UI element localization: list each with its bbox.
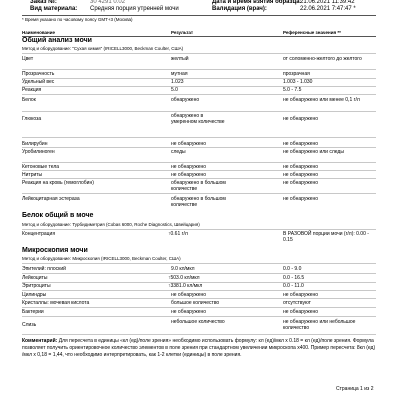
row-divider bbox=[22, 178, 376, 179]
validated-label: Валидация (врач): bbox=[212, 6, 267, 12]
test-result: не обнаружено bbox=[171, 309, 207, 315]
up-arrow-icon: ↑ bbox=[168, 231, 171, 237]
timezone-note: * Время указано по часовому поясу GMT+3 (Москва) bbox=[22, 17, 133, 22]
test-reference: отсутствуют bbox=[283, 300, 311, 306]
test-name: Цвет bbox=[22, 56, 34, 62]
up-arrow-icon: ↑ bbox=[168, 283, 171, 289]
test-name: Концентрация bbox=[22, 231, 56, 237]
test-name: Кетоновые тела bbox=[22, 164, 60, 170]
header-divider bbox=[22, 15, 376, 16]
row-divider bbox=[22, 273, 376, 274]
method-microscopy: Метод и оборудование: Микроскопия (IRICELL3000, Beckman Coulter, США) bbox=[22, 256, 181, 261]
test-result: желтый bbox=[171, 56, 189, 62]
test-result: не обнаружено bbox=[171, 292, 207, 298]
test-reference: 0.0 - 16.5 bbox=[283, 275, 305, 281]
row-divider bbox=[22, 147, 376, 148]
test-reference: не обнаружено bbox=[283, 164, 319, 170]
column-result: Результат bbox=[171, 30, 194, 35]
table-row bbox=[22, 319, 376, 333]
test-name: Эритроциты bbox=[22, 283, 51, 289]
test-result: обнаружено в большом количестве bbox=[171, 180, 226, 192]
row-divider bbox=[22, 111, 376, 112]
section-title-microscopy: Микроскопия мочи bbox=[22, 247, 88, 254]
table-row bbox=[22, 180, 376, 193]
row-divider bbox=[22, 162, 376, 163]
test-result: следы bbox=[171, 149, 186, 155]
row-divider bbox=[22, 170, 376, 171]
test-result: не обнаружено bbox=[171, 141, 207, 147]
material-value: Средняя порция утренней мочи bbox=[90, 6, 179, 12]
test-name: Кристаллы: мочевая кислота bbox=[22, 300, 90, 306]
test-reference: от соломенно-желтого до желтого bbox=[283, 56, 362, 62]
up-arrow-icon: ↑ bbox=[168, 275, 171, 281]
comment-label: Комментарий: bbox=[22, 338, 58, 344]
test-reference: не обнаружено bbox=[283, 172, 319, 178]
test-name: Билирубин bbox=[22, 141, 48, 147]
test-result: обнаружено bbox=[171, 97, 200, 103]
test-reference: 0.0 - 9.0 bbox=[283, 266, 302, 272]
test-result: 9.0 кл/мкл bbox=[171, 266, 195, 272]
test-result: 5.0 bbox=[171, 87, 178, 93]
test-result bbox=[168, 275, 200, 281]
test-name: Белок bbox=[22, 97, 36, 103]
test-result: большое количество bbox=[171, 300, 220, 306]
test-reference: не обнаружено bbox=[283, 180, 319, 186]
section-title-urine-general: Общий анализ мочи bbox=[22, 37, 92, 44]
test-name: Слизь bbox=[22, 322, 37, 328]
test-name: Прозрачность bbox=[22, 71, 55, 77]
test-name: Эпителий: плоский bbox=[22, 266, 66, 272]
test-name: Бактерии bbox=[22, 309, 44, 315]
page-number: Страница 1 из 2 bbox=[336, 386, 374, 392]
test-result: небольшое количество bbox=[171, 319, 225, 325]
test-result: не обнаружено bbox=[171, 164, 207, 170]
collected-value: 21.06.2021 11:39:42 bbox=[300, 0, 355, 5]
row-divider bbox=[22, 53, 376, 54]
test-reference: не обнаружено bbox=[283, 116, 319, 122]
section-title-protein: Белок общий в моче bbox=[22, 212, 94, 219]
test-reference: 0.0 - 11.0 bbox=[283, 283, 304, 289]
row-divider bbox=[22, 290, 376, 291]
material-label: Вид материала: bbox=[30, 6, 78, 12]
test-name: Нитриты bbox=[22, 172, 43, 178]
table-row bbox=[22, 113, 376, 135]
table-row bbox=[22, 231, 376, 244]
row-divider bbox=[22, 78, 376, 79]
row-divider bbox=[22, 193, 376, 194]
test-reference: не обнаружено или менее 0,1 г/л bbox=[283, 97, 360, 103]
test-name: Глюкоза bbox=[22, 116, 42, 122]
row-divider bbox=[22, 316, 376, 317]
order-value: 30 4291 0.02 bbox=[90, 0, 126, 5]
test-name: Лейкоциты bbox=[22, 275, 48, 281]
table-row bbox=[22, 196, 376, 209]
table-row bbox=[22, 97, 376, 111]
test-name: Реакция на кровь (гемоглобин) bbox=[22, 180, 94, 186]
test-result: обнаружено в большом количестве bbox=[171, 196, 226, 208]
test-result: не обнаружено bbox=[171, 172, 207, 178]
test-reference: 1.003 - 1.030 bbox=[283, 79, 313, 85]
test-name: Цилиндры bbox=[22, 292, 47, 298]
test-result: мутная bbox=[171, 71, 188, 77]
row-divider bbox=[22, 69, 376, 70]
test-name: Удельный вес bbox=[22, 79, 55, 85]
test-result: обнаружено в умеренном количестве bbox=[171, 113, 225, 125]
row-divider bbox=[22, 86, 376, 87]
row-divider bbox=[22, 307, 376, 308]
row-divider bbox=[22, 263, 376, 264]
test-reference: не обнаружено или следы bbox=[283, 149, 344, 155]
validated-value: 22.06.2021 7:47:47 * bbox=[300, 6, 356, 12]
test-reference: не обнаружено bbox=[283, 141, 319, 147]
row-divider bbox=[22, 137, 376, 138]
test-reference: 5.0 - 7.5 bbox=[283, 87, 302, 93]
table-row bbox=[22, 149, 376, 162]
test-reference: не обнаружено bbox=[283, 309, 319, 315]
test-result bbox=[168, 283, 202, 289]
test-reference: прозрачная bbox=[283, 71, 310, 77]
result-value: 0.61 г/л bbox=[170, 231, 188, 237]
test-reference: не обнаружено bbox=[283, 292, 319, 298]
result-value: 503.0 кл/мкл bbox=[170, 275, 200, 281]
order-label: Заказ №: bbox=[30, 0, 57, 5]
row-divider bbox=[22, 229, 376, 230]
test-result: 1.023 bbox=[171, 79, 184, 85]
table-row bbox=[22, 56, 376, 66]
method-urine-general: Метод и оборудование: "Сухая химия" (IRICELL3000, Beckman Coulter, США) bbox=[22, 46, 184, 51]
test-reference: В РАЗОВОЙ порции мочи (г/л): 0.00 - 0.15 bbox=[283, 231, 369, 243]
column-name: Наименование bbox=[22, 30, 56, 35]
comment-text: Для пересчета в единицы «кл (ед)/поле зрения» необходимо использовать формулу: кл (ед)/мкл x 0.18 = кл (ед)/поле зрения. Формула позволяет получить ориентировочное количество элементов в поле зрения при стандартном увеличении микроскопа x400. Пример пересчета: 8кл (ед) /мкл x 0,18 = 1,44, что необходимо интерпретировать, как 1-2 клетки (единицы) в поле зрения. bbox=[22, 338, 376, 359]
test-name: Лейкоцитарная эстераза bbox=[22, 196, 80, 202]
comment bbox=[22, 338, 376, 360]
method-protein: Метод и оборудование: Турбидиметрия (Cobas 6000, Roche Diagnostics, Швейцария) bbox=[22, 222, 200, 227]
test-reference: не обнаружено bbox=[283, 196, 319, 202]
row-divider bbox=[22, 334, 376, 335]
row-divider bbox=[22, 298, 376, 299]
result-value: 3381.0 кл/мкл bbox=[170, 283, 203, 289]
collected-label: Дата и время взятия образца: bbox=[212, 0, 302, 5]
test-name: Реакция bbox=[22, 87, 42, 93]
column-reference: Референсные значения ** bbox=[283, 30, 341, 35]
test-result bbox=[168, 231, 188, 237]
test-reference: не обнаружено или небольшое количество bbox=[283, 319, 356, 331]
row-divider bbox=[22, 94, 376, 95]
test-name: Уробилиноген bbox=[22, 149, 55, 155]
